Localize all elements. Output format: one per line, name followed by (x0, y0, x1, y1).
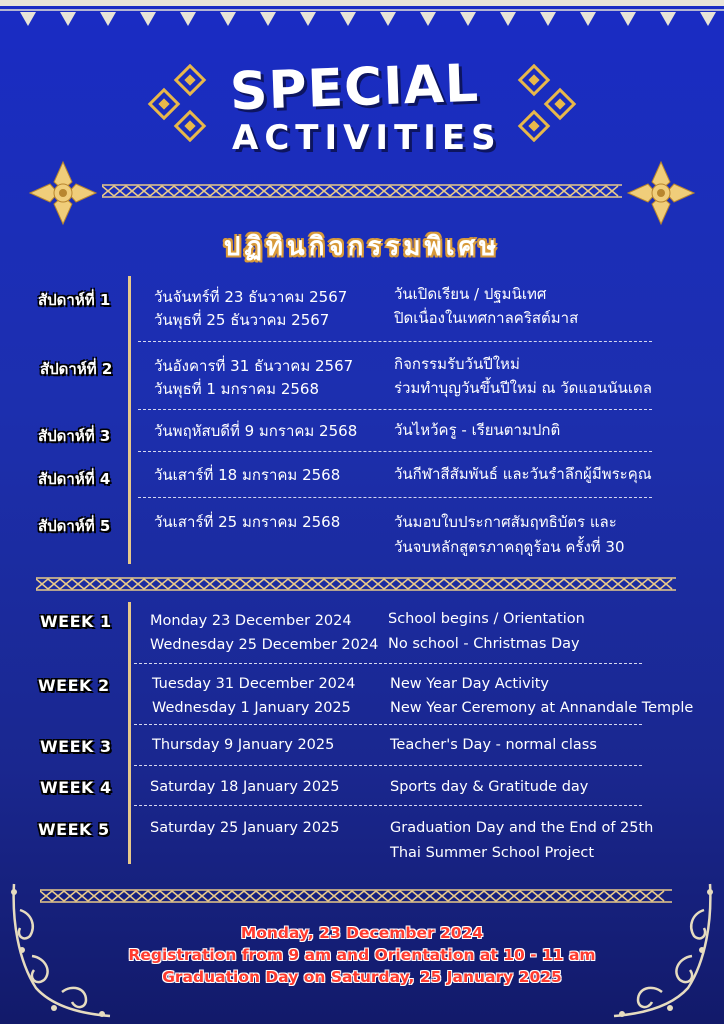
divider-band-bottom (40, 888, 672, 902)
flower-ornament-left (28, 160, 98, 226)
row-divider (138, 409, 652, 410)
thai-week-activity: ร่วมทำบุญวันขึ้นปีใหม่ ณ วัดแอนนันเดล (394, 379, 652, 397)
english-week-label: WEEK 2 (38, 676, 110, 695)
thai-week-activity: วันเปิดเรียน / ปฐมนิเทศ (394, 285, 547, 303)
thai-week-date: วันพฤหัสบดีที่ 9 มกราคม 2568 (154, 422, 358, 440)
diamond-ornament-right (508, 64, 582, 142)
row-divider (134, 805, 642, 806)
english-week-date: Saturday 25 January 2025 (150, 820, 340, 836)
thai-week-label: สัปดาห์ที่ 3 (38, 427, 111, 445)
thai-week-activity: ปิดเนื่องในเทศกาลคริสต์มาส (394, 309, 579, 327)
row-divider (138, 451, 652, 452)
english-week-date: Saturday 18 January 2025 (150, 779, 340, 795)
english-week-date: Monday 23 December 2024 (150, 613, 352, 629)
english-week-activity: Thai Summer School Project (390, 845, 595, 861)
thai-week-activity: วันมอบใบประกาศสัมฤทธิบัตร และ (394, 513, 617, 531)
thai-week-label: สัปดาห์ที่ 5 (38, 517, 111, 535)
title-special: SPECIAL (229, 53, 480, 123)
thai-week-activity: วันจบหลักสูตรภาคฤดูร้อน ครั้งที่ 30 (394, 538, 625, 556)
thai-timeline-line (128, 276, 131, 564)
divider-band-middle (36, 576, 676, 590)
title-activities: ACTIVITIES (232, 118, 502, 158)
english-week-activity: Graduation Day and the End of 25th (390, 820, 654, 836)
english-week-activity: No school - Christmas Day (388, 636, 580, 652)
english-week-activity: New Year Day Activity (390, 676, 550, 692)
thai-week-activity: วันไหว้ครู - เรียนตามปกติ (394, 421, 561, 439)
thai-week-activity: วันกีฬาสีสัมพันธ์ และวันรำลึกผู้มีพระคุณ (394, 465, 652, 483)
thai-week-date: วันเสาร์ที่ 25 มกราคม 2568 (154, 513, 341, 531)
row-divider (134, 663, 642, 664)
english-week-label: WEEK 3 (40, 737, 112, 756)
english-week-activity: School begins / Orientation (388, 611, 585, 627)
row-divider (138, 497, 652, 498)
english-week-activity: New Year Ceremony at Annandale Temple (390, 700, 694, 716)
thai-week-date: วันจันทร์ที่ 23 ธันวาคม 2567 (154, 288, 348, 306)
english-week-activity: Sports day & Gratitude day (390, 779, 589, 795)
flower-ornament-right (626, 160, 696, 226)
english-week-date: Thursday 9 January 2025 (152, 737, 335, 753)
thai-week-label: สัปดาห์ที่ 2 (40, 360, 113, 378)
divider-band-top (102, 183, 622, 197)
english-week-activity: Teacher's Day - normal class (390, 737, 597, 753)
footer-graduation: Graduation Day on Saturday, 25 January 2025 (162, 968, 562, 986)
row-divider (138, 341, 652, 342)
thai-week-date: วันเสาร์ที่ 18 มกราคม 2568 (154, 466, 341, 484)
english-week-label: WEEK 4 (40, 778, 112, 797)
thai-week-label: สัปดาห์ที่ 4 (38, 470, 111, 488)
thai-week-activity: กิจกรรมรับวันปีใหม่ (394, 355, 520, 373)
diamond-ornament-left (142, 64, 216, 142)
english-timeline-line (128, 602, 131, 864)
english-week-label: WEEK 5 (38, 820, 110, 839)
top-border-ornament (0, 0, 724, 30)
english-week-label: WEEK 1 (40, 612, 112, 631)
english-week-date: Wednesday 25 December 2024 (150, 637, 379, 653)
english-week-date: Tuesday 31 December 2024 (152, 676, 356, 692)
footer-registration: Registration from 9 am and Orientation at 10 - 11 am (128, 946, 596, 964)
thai-week-date: วันอังคารที่ 31 ธันวาคม 2567 (154, 357, 354, 375)
thai-week-date: วันพุธที่ 25 ธันวาคม 2567 (154, 311, 330, 329)
thai-week-label: สัปดาห์ที่ 1 (38, 291, 111, 309)
thai-calendar-title: ปฏิทินกิจกรรมพิเศษ (223, 232, 501, 262)
english-week-date: Wednesday 1 January 2025 (152, 700, 351, 716)
thai-week-date: วันพุธที่ 1 มกราคม 2568 (154, 380, 319, 398)
footer-date: Monday, 23 December 2024 (240, 924, 484, 942)
row-divider (134, 724, 642, 725)
row-divider (134, 765, 642, 766)
